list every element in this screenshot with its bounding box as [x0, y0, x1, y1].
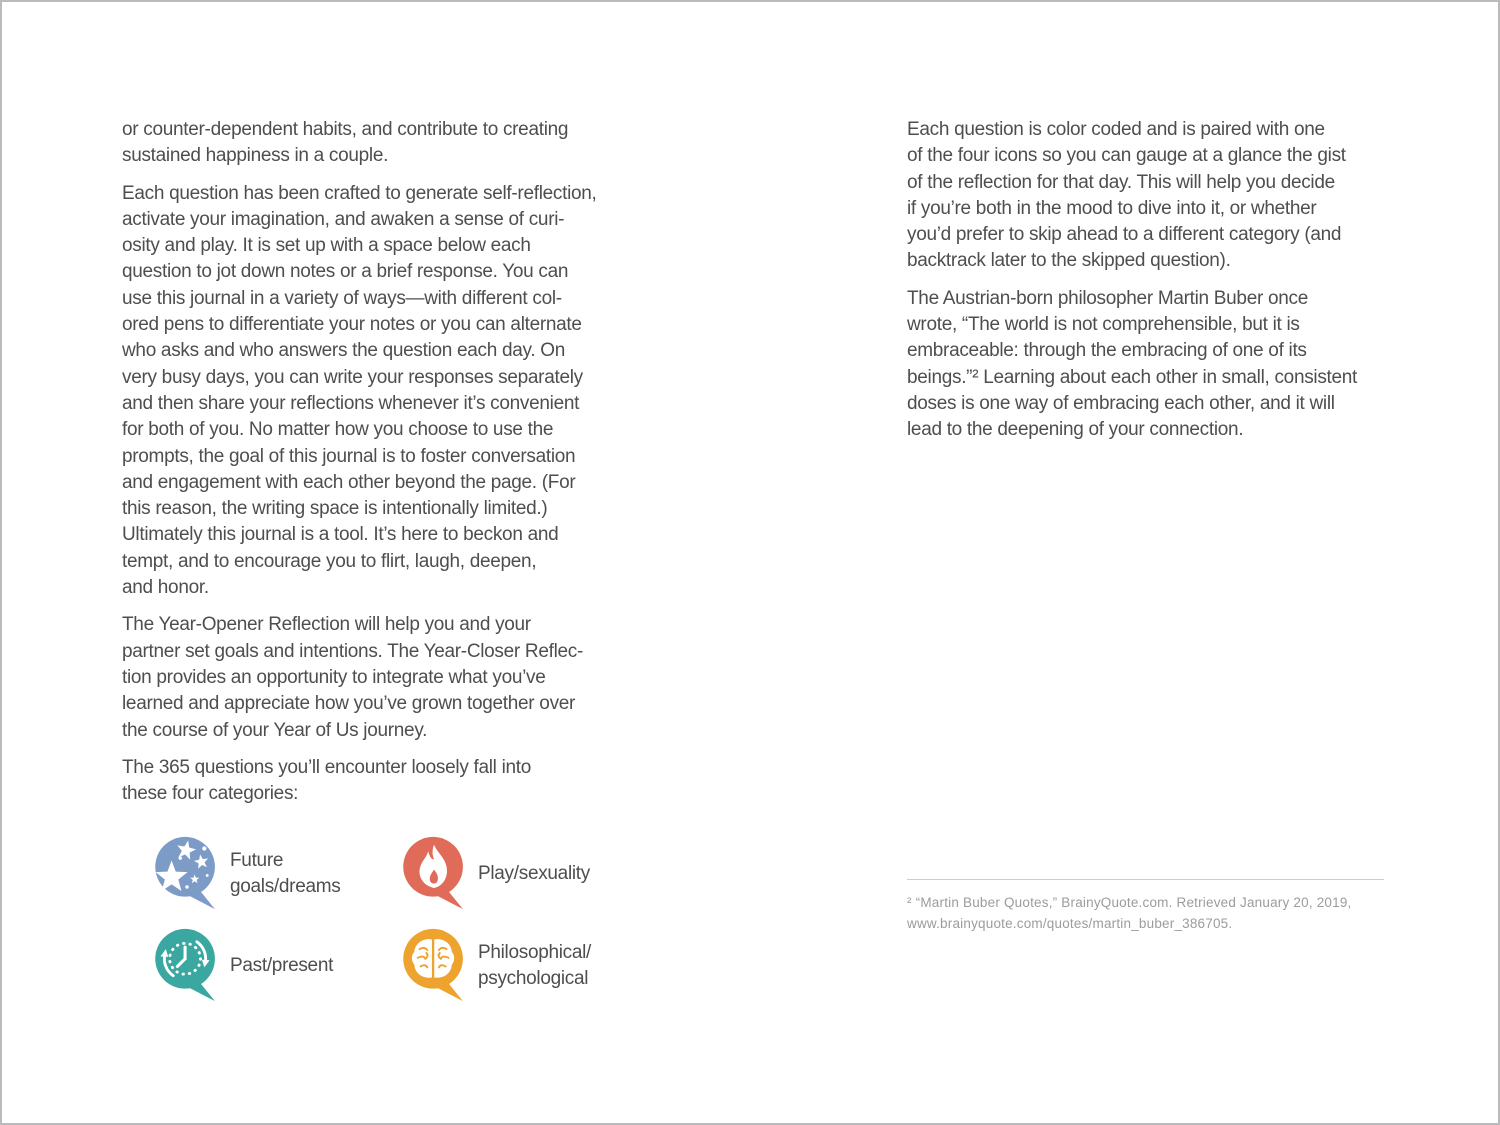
text-line: who asks and who answers the question each day. On [122, 340, 566, 362]
text-line: for both of you. No matter how you choose to use the [122, 419, 554, 441]
text-line: this reason, the writing space is intentionally limited.) [122, 498, 548, 520]
text-line: you’d prefer to skip ahead to a different category (and [907, 224, 1342, 246]
text-line: The Austrian-born philosopher Martin Buber once [907, 287, 1308, 309]
text-line: tion provides an opportunity to integrate what you’ve [122, 666, 546, 688]
category-play-sexuality [402, 835, 590, 912]
text-line: doses is one way of embracing each other, and it will [907, 392, 1335, 414]
category-label-line: psychological [478, 967, 589, 989]
text-line: www.brainyquote.com/quotes/martin_buber_386705. [907, 916, 1233, 931]
text-line: these four categories: [122, 783, 299, 805]
text-line: use this journal in a variety of ways—with different col- [122, 287, 562, 309]
text-line: The Year-Opener Reflection will help you and your [122, 614, 531, 636]
brain-speech-bubble-icon [402, 927, 468, 1004]
flame-speech-bubble-icon [402, 835, 468, 912]
text-line: question to jot down notes or a brief response. You can [122, 261, 569, 283]
paragraph [122, 181, 600, 602]
footnote [907, 879, 1384, 934]
text-line: if you’re both in the mood to dive into it, or whether [907, 197, 1317, 219]
category-label-line: Play/sexuality [478, 862, 590, 884]
text-line: activate your imagination, and awaken a sense of curi- [122, 208, 565, 230]
text-line: ored pens to differentiate your notes or you can alternate [122, 314, 582, 336]
text-line: of the reflection for that day. This will help you decide [907, 171, 1335, 193]
text-line: learned and appreciate how you’ve grown together over [122, 693, 576, 715]
text-line: lead to the deepening of your connection. [907, 419, 1244, 441]
category-label-line: goals/dreams [230, 875, 341, 897]
category-label-line: Philosophical/ [478, 941, 592, 963]
text-line: or counter-dependent habits, and contribute to creating [122, 119, 569, 140]
text-line: and then share your reflections whenever it’s convenient [122, 392, 580, 414]
text-line: Each question has been crafted to generate self-reflection, [122, 182, 597, 204]
category-label [478, 861, 590, 887]
text-line: the course of your Year of Us journey. [122, 719, 428, 741]
category-label-line: Future [230, 849, 284, 871]
text-line: tempt, and to encourage you to flirt, laugh, deepen, [122, 550, 537, 572]
category-label [230, 953, 333, 979]
text-line: Ultimately this journal is a tool. It’s here to beckon and [122, 524, 559, 546]
category-label-line: Past/present [230, 954, 334, 976]
stars-speech-bubble-icon [154, 835, 220, 912]
text-line: partner set goals and intentions. The Year-Closer Reflec- [122, 640, 583, 662]
paragraph [907, 286, 1385, 444]
text-line: and honor. [122, 577, 209, 599]
right-page-text [907, 117, 1385, 455]
text-line: osity and play. It is set up with a space below each [122, 235, 531, 257]
text-line: sustained happiness in a couple. [122, 145, 389, 167]
text-line: of the four icons so you can gauge at a glance the gist [907, 145, 1346, 167]
category-future-goals-dreams [154, 835, 340, 912]
left-page-text [122, 117, 600, 818]
clock-speech-bubble-icon [154, 927, 220, 1004]
text-line: very busy days, you can write your responses separately [122, 366, 583, 388]
paragraph [122, 755, 600, 808]
text-line: backtrack later to the skipped question). [907, 250, 1231, 272]
text-line: prompts, the goal of this journal is to foster conversation [122, 445, 576, 467]
text-line: The 365 questions you’ll encounter loosely fall into [122, 756, 531, 778]
text-line: beings.”² Learning about each other in small, consistent [907, 366, 1358, 388]
paragraph [907, 117, 1385, 275]
text-line: ² “Martin Buber Quotes,” BrainyQuote.com. Retrieved January 20, 2019, [907, 895, 1352, 910]
text-line: embraceable: through the embracing of one of its [907, 340, 1307, 362]
text-line: wrote, “The world is not comprehensible, but it is [907, 314, 1300, 336]
category-label [478, 940, 591, 992]
category-philosophical-psychological [402, 927, 591, 1004]
category-past-present [154, 927, 333, 1004]
paragraph [122, 612, 600, 743]
text-line: Each question is color coded and is paired with one [907, 119, 1325, 140]
text-line: and engagement with each other beyond the page. (For [122, 471, 576, 493]
paragraph [122, 117, 600, 170]
category-label [230, 848, 340, 900]
